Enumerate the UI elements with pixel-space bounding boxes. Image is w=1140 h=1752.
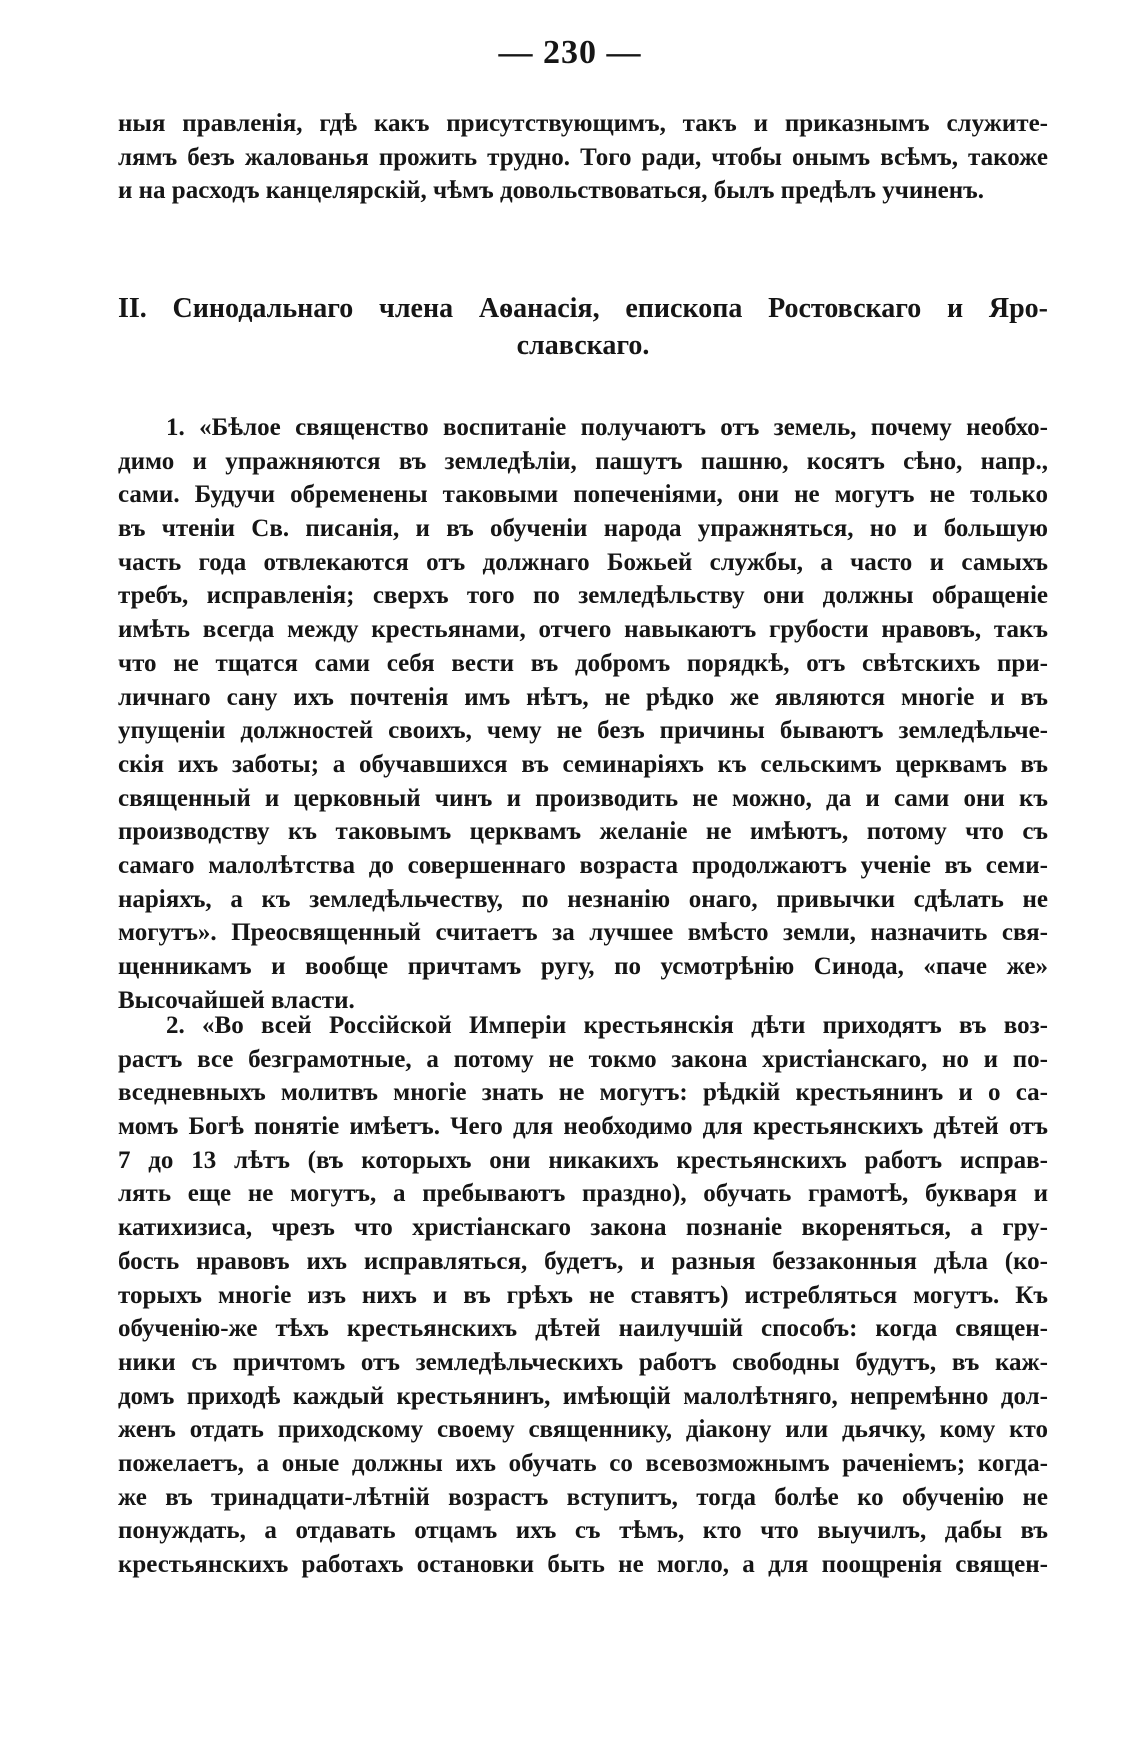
text-line: священный и церковный чинъ и производить не можно, да и сами они къ (118, 784, 1048, 812)
section-heading (118, 290, 1048, 364)
text-line: понуждать, а отдавать отцамъ ихъ съ тѣмъ, кто что выучилъ, дабы въ (118, 1517, 1048, 1545)
text-line: могутъ». Преосвященный считаетъ за лучшее вмѣсто земли, назначить свя- (118, 919, 1048, 947)
text-line: требъ, исправленія; сверхъ того по земледѣльству они должны обращеніе (118, 582, 1048, 610)
text-line: самаго малолѣтства до совершеннаго возраста продолжаютъ ученіе въ семи- (118, 851, 1048, 879)
intro-paragraph (118, 107, 1048, 208)
text-line: 1. «Бѣлое священство воспитаніе получаютъ отъ земель, почему необхо- (166, 414, 1048, 441)
text-line: ники съ причтомъ отъ земледѣльческихъ работъ свободны будутъ, въ каж- (118, 1348, 1048, 1376)
text-line: торыхъ многіе изъ нихъ и въ грѣхъ не ставятъ) истребляться могутъ. Къ (118, 1281, 1048, 1309)
heading-line: II. Синодальнаго члена Аѳанасія, епископа Ростовскаго и Яро- (118, 293, 1048, 324)
text-line: бость нравовъ ихъ исправляться, будетъ, и разныя беззаконныя дѣла (ко- (118, 1247, 1048, 1275)
text-line: момъ Богѣ понятіе имѣетъ. Чего для необходимо для крестьянскихъ дѣтей отъ (118, 1113, 1048, 1141)
text-line: димо и упражняются въ земледѣліи, пашутъ пашню, косятъ сѣно, напр., (118, 447, 1048, 475)
text-line: что не тщатся сами себя вести въ добромъ порядкѣ, отъ свѣтскихъ при- (118, 649, 1048, 677)
text-line: 2. «Во всей Россійской Имперіи крестьянскія дѣти приходятъ въ воз- (166, 1012, 1048, 1039)
text-line: производству къ таковымъ церквамъ желаніе не имѣютъ, потому что съ (118, 818, 1048, 846)
paragraph-1 (118, 411, 1048, 1017)
text-line: растъ все безграмотные, а потому не токмо закона христіанскаго, но и по- (118, 1045, 1048, 1073)
text-line: личнаго сану ихъ почтенія имъ нѣтъ, не рѣдко же являются многіе и въ (118, 683, 1048, 711)
text-line: домъ приходѣ каждый крестьянинъ, имѣющій малолѣтняго, непремѣнно дол- (118, 1382, 1048, 1410)
text-line: 7 до 13 лѣтъ (въ которыхъ они никакихъ крестьянскихъ работъ исправ- (118, 1146, 1048, 1174)
text-line: и на расходъ канцелярскій, чѣмъ довольствоваться, былъ предѣлъ учиненъ. (118, 177, 984, 205)
text-line: женъ отдать приходскому своему священнику, діакону или дьячку, кому кто (118, 1416, 1048, 1444)
text-line: наріяхъ, а къ земледѣльчеству, по незнанію онаго, привычки сдѣлать не (118, 885, 1048, 913)
text-line: часть года отвлекаются отъ должнаго Божьей службы, а часто и самыхъ (118, 548, 1048, 576)
text-line: упущеніи должностей своихъ, чему не безъ причины бываютъ земледѣльче- (118, 717, 1048, 745)
text-line: въ чтеніи Св. писанія, и въ обученіи народа упражняться, но и большую (118, 515, 1048, 543)
text-line: крестьянскихъ работахъ остановки быть не могло, а для поощренія священ- (118, 1551, 1048, 1578)
text-line: катихизиса, чрезъ что христіанскаго закона познаніе вкореняться, а гру- (118, 1214, 1048, 1242)
paragraph-2 (118, 1009, 1048, 1582)
text-line: сами. Будучи обременены таковыми попеченіями, они не могутъ не только (118, 481, 1048, 509)
text-line: лять еще не могутъ, а пребываютъ праздно), обучать грамотѣ, букваря и (118, 1180, 1048, 1208)
heading-line: славскаго. (516, 330, 650, 361)
text-line: вседневныхъ молитвъ многіе знать не могутъ: рѣдкій крестьянинъ и о са- (118, 1079, 1048, 1107)
text-line: же въ тринадцати-лѣтній возрастъ вступитъ, тогда болѣе ко обученію не (118, 1483, 1048, 1511)
text-line: обученію-же тѣхъ крестьянскихъ дѣтей наилучшій способъ: когда священ- (118, 1315, 1048, 1343)
text-line: пожелаетъ, а оные должны ихъ обучать со всевозможнымъ раченіемъ; когда- (118, 1449, 1048, 1477)
text-line: скія ихъ заботы; а обучавшихся въ семинаріяхъ къ сельскимъ церквамъ въ (118, 750, 1048, 778)
text-line: ныя правленія, гдѣ какъ присутствующимъ, такъ и приказнымъ служите- (118, 110, 1048, 137)
text-line: щенникамъ и вообще причтамъ ругу, по усмотрѣнію Синода, «паче же» (118, 953, 1048, 980)
text-line: лямъ безъ жалованья прожить трудно. Того ради, чтобы онымъ всѣмъ, такоже (118, 143, 1048, 171)
text-line: имѣть всегда между крестьянами, отчего навыкаютъ грубости нравовъ, такъ (118, 616, 1048, 644)
text-line: Высочайшей власти. (118, 986, 355, 1014)
page-number: — 230 — (498, 34, 642, 71)
